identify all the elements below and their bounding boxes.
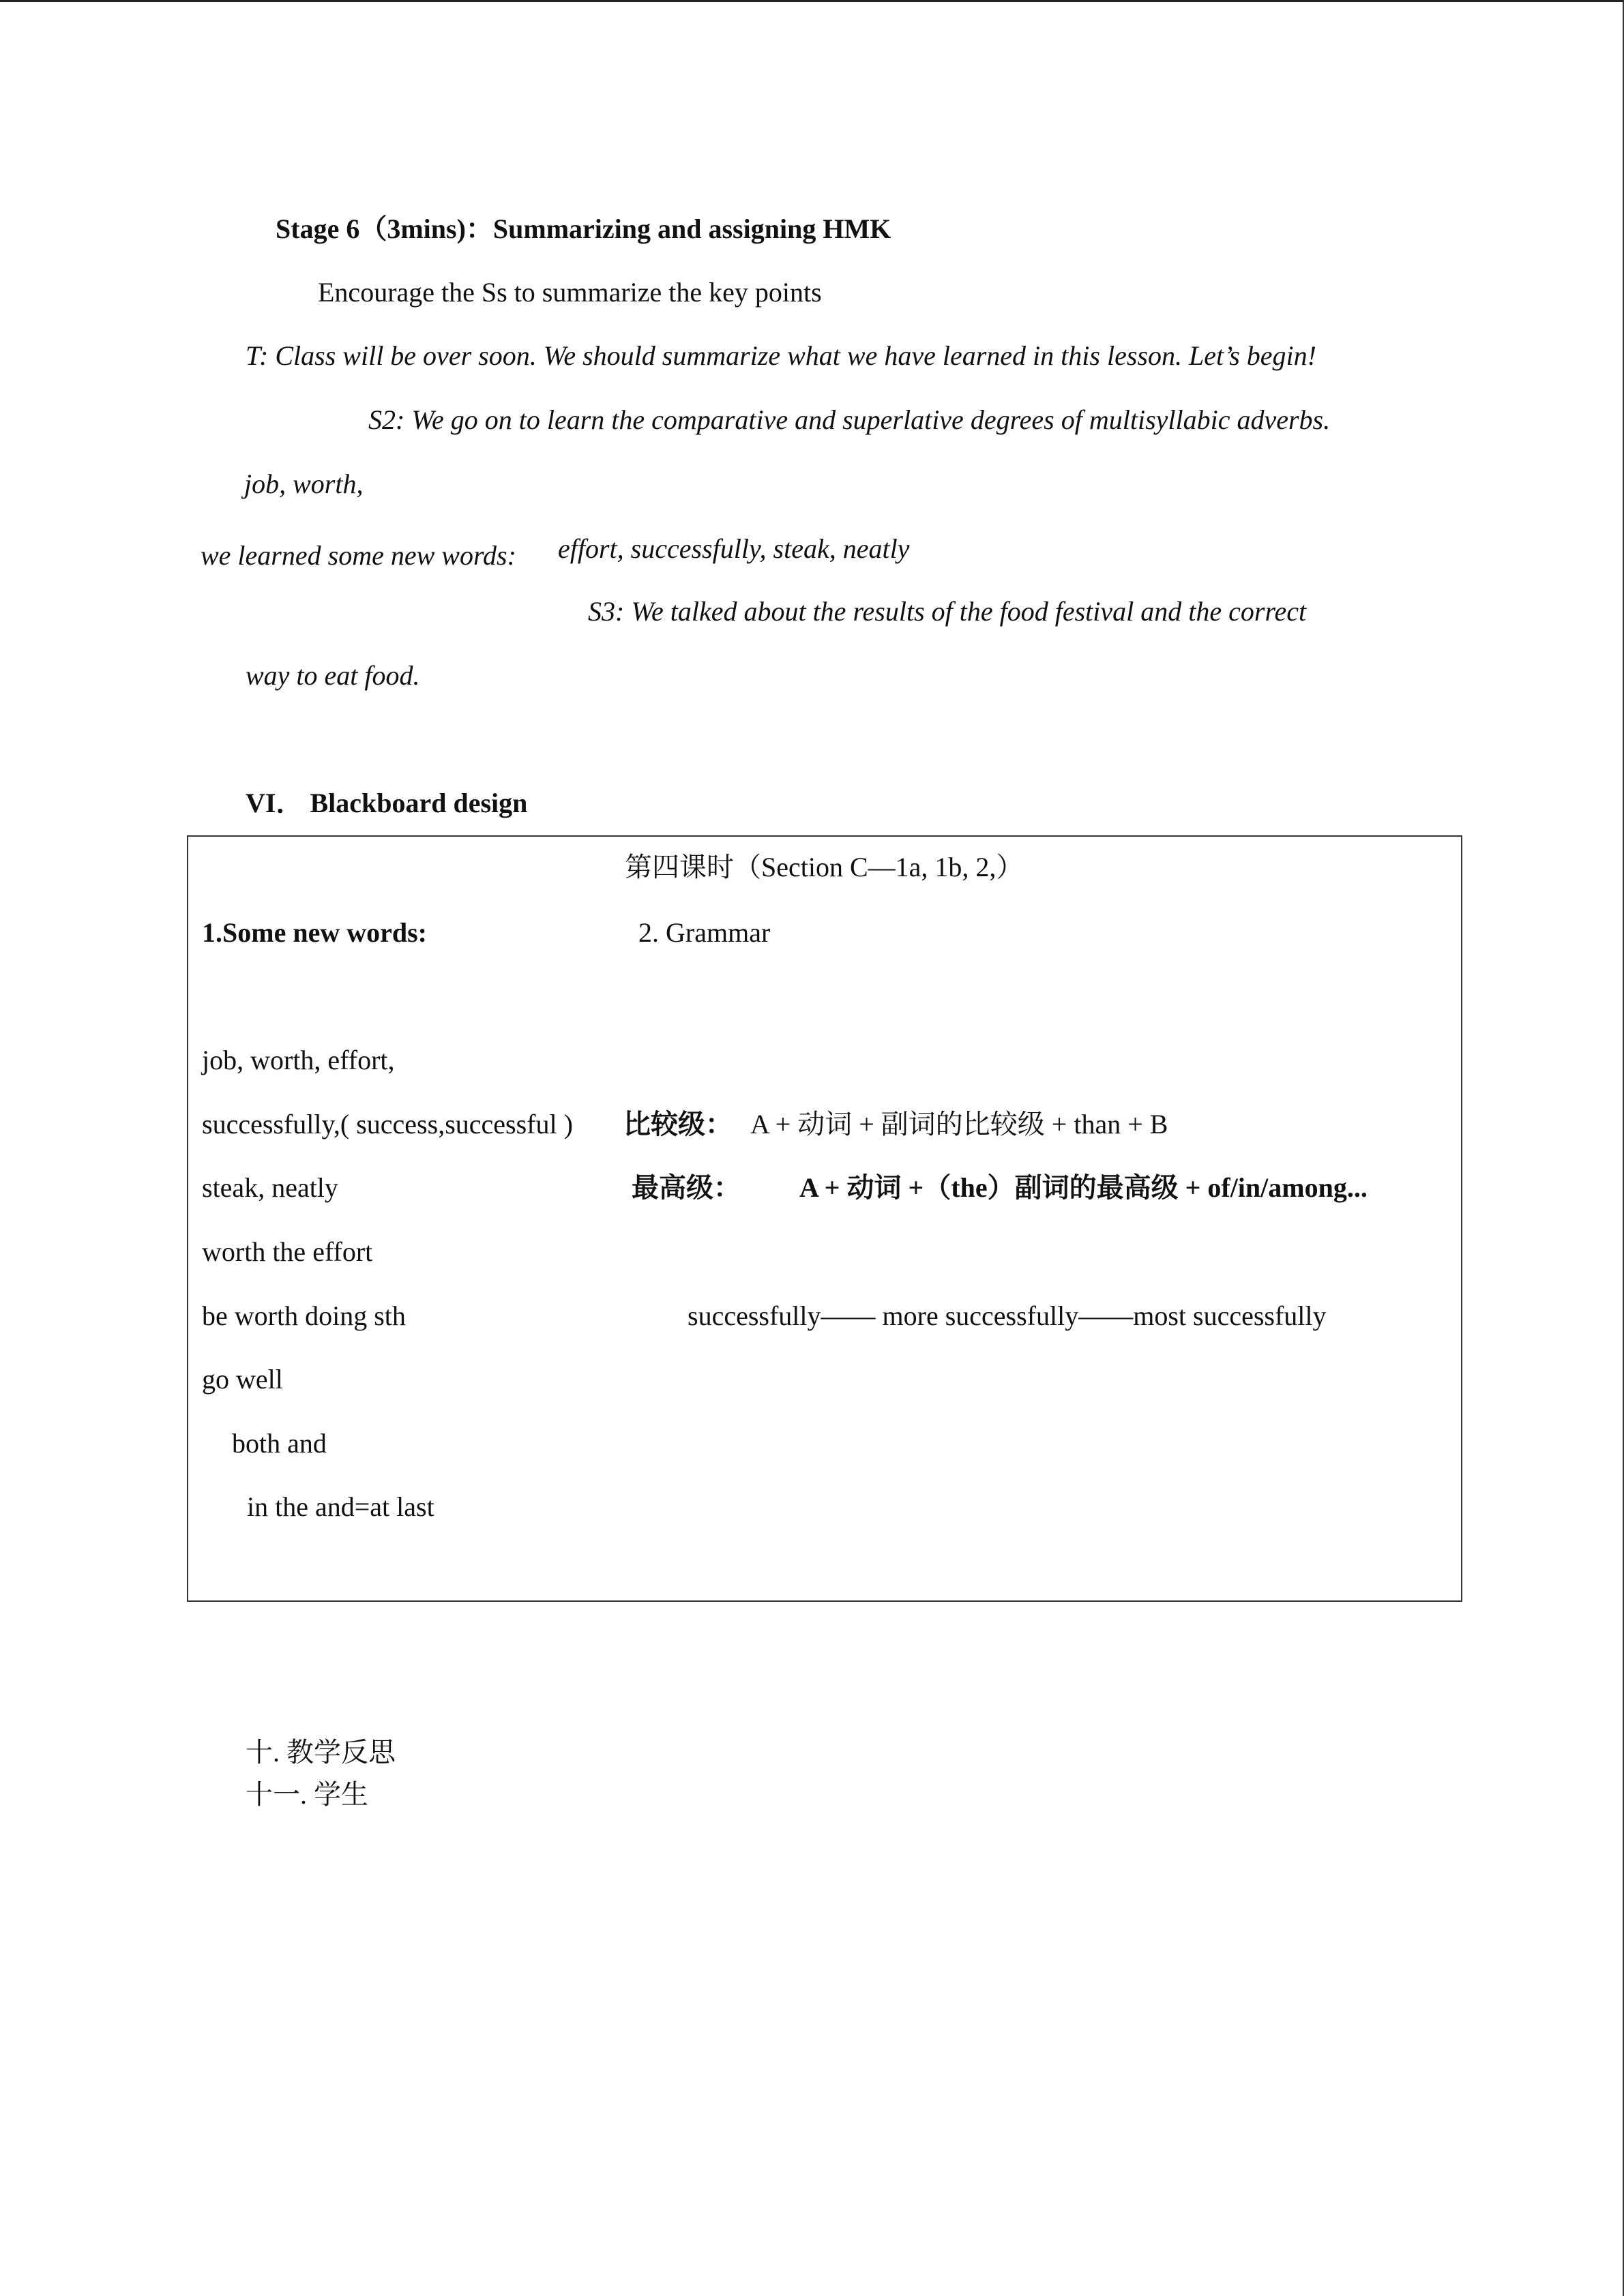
board-word-item: worth the effort: [202, 1236, 373, 1267]
board-word-item: go well: [202, 1364, 283, 1395]
teacher-line: T: Class will be over soon. We should summarize what we have learned in this lesson. Let’s begin!: [246, 340, 1316, 371]
student2-line: S2: We go on to learn the comparative and superlative degrees of multisyllabic adverbs.: [368, 404, 1331, 435]
board-word-item: successfully,( success,successful ): [202, 1109, 573, 1139]
board-word-item: in the and=at last: [247, 1491, 434, 1522]
board-word-item: job, worth, effort,: [202, 1045, 395, 1075]
superlative-formula: A + 动词 +（the）副词的最高级 + of/in/among...: [799, 1172, 1368, 1203]
comparative-label: 比较级：: [623, 1109, 733, 1139]
new-words-line1: job, worth,: [244, 468, 364, 499]
teaching-reflection-heading: 十. 教学反思: [246, 1737, 396, 1768]
new-words-line2: effort, successfully, steak, neatly: [558, 533, 910, 564]
student3-continuation: way to eat food.: [246, 660, 420, 691]
board-title: 第四课时（Section C—1a, 1b, 2,）: [625, 852, 1024, 882]
degree-example: successfully—— more successfully——most successfully: [688, 1300, 1327, 1331]
board-word-item: both and: [232, 1428, 327, 1459]
student3-line: S3: We talked about the results of the food festival and the correct: [588, 596, 1307, 627]
board-grammar-heading: 2. Grammar: [638, 917, 771, 948]
superlative-label: 最高级：: [632, 1172, 741, 1203]
board-word-item: be worth doing sth: [202, 1300, 406, 1331]
blackboard-box: [187, 835, 1462, 1602]
board-word-item: steak, neatly: [202, 1172, 338, 1203]
stage6-heading: Stage 6（3mins)：Summarizing and assigning HMK: [276, 213, 891, 244]
stage6-intro: Encourage the Ss to summarize the key points: [318, 277, 822, 308]
board-words-heading: 1.Some new words:: [202, 917, 427, 948]
students-heading: 十一. 学生: [246, 1779, 368, 1810]
comparative-formula: A + 动词 + 副词的比较级 + than + B: [750, 1109, 1168, 1139]
blackboard-design-heading: VI． Blackboard design: [246, 788, 528, 818]
new-words-label: we learned some new words:: [201, 540, 516, 571]
page-top-border: [0, 0, 1624, 2]
